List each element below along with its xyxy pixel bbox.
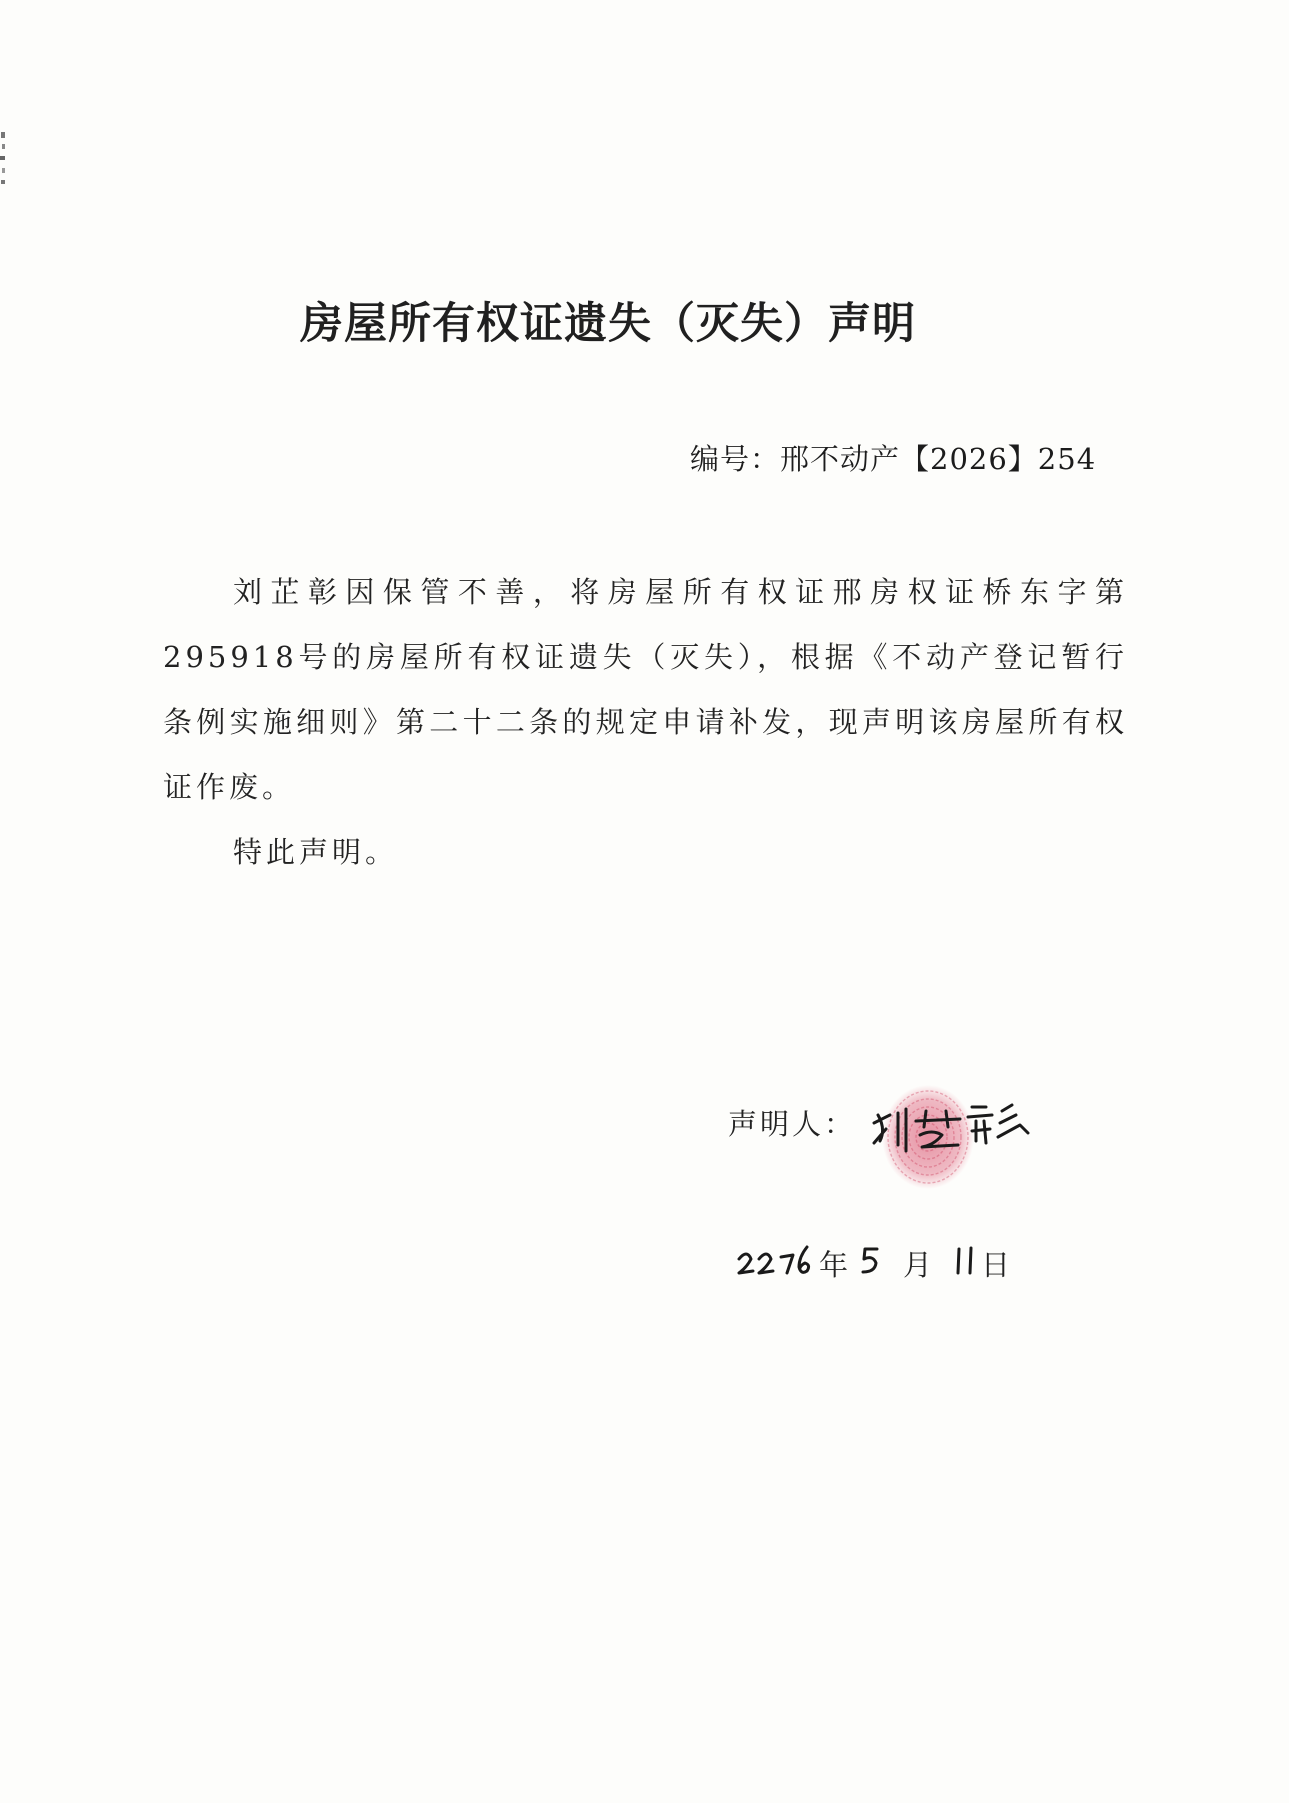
year-unit: 年 (819, 1248, 849, 1282)
declarant-label: 声明人： (728, 1107, 857, 1141)
document-title: 房屋所有权证遗失（灭失）声明 (300, 299, 916, 349)
declaration-paragraph: 刘芷彰因保管不善，将房屋所有权证邢房权证桥东字第295918号的房屋所有权证遗失（灭失），根据《不动产登记暂行条例实施细则》第二十二条的规定申请补发，现声明该房屋所有权证作废。 (163, 575, 1128, 804)
closing-statement: 特此声明。 (233, 835, 399, 869)
document-number: 编号：邢不动产【2026】254 (690, 442, 1097, 476)
day-unit: 日 (981, 1248, 1011, 1282)
signature-block (728, 1075, 1048, 1205)
date-line (735, 1235, 1035, 1285)
handwritten-year (735, 1235, 817, 1281)
declaration-body (163, 560, 1128, 885)
handwritten-month (857, 1235, 883, 1281)
month-unit: 月 (903, 1248, 933, 1282)
handwritten-signature (868, 1085, 1038, 1165)
scan-edge-marks (0, 130, 10, 200)
handwritten-day (951, 1235, 979, 1281)
